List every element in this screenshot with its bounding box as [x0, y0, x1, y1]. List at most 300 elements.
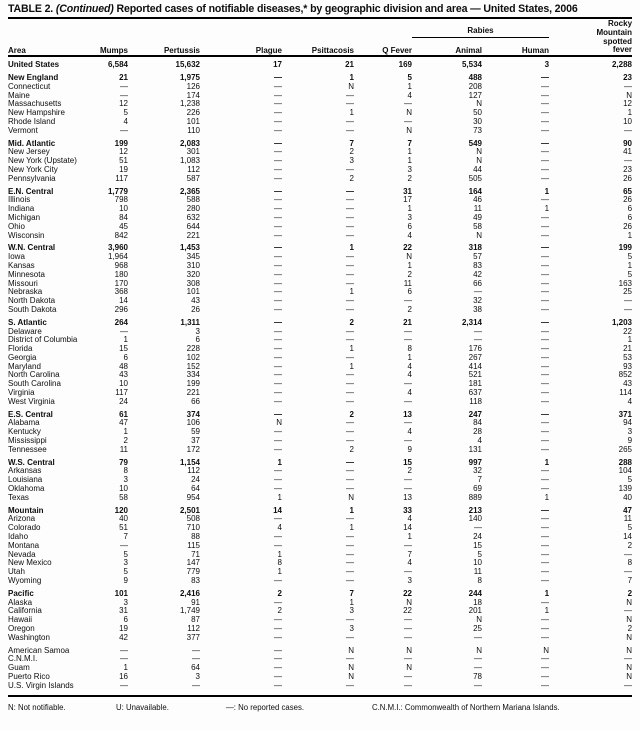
cell-value: N: [348, 671, 354, 681]
cell-value: —: [274, 427, 282, 437]
table-row: [8, 590, 632, 599]
cell-value: N: [626, 663, 633, 673]
cell-value: N: [348, 81, 354, 91]
cell-value: —: [541, 540, 550, 550]
cell-value: 1,238: [179, 99, 200, 109]
cell-value: 88: [191, 532, 200, 542]
cell-value: 2,501: [179, 505, 200, 515]
cell-value: —: [346, 90, 354, 100]
cell-area: Massachusetts: [8, 99, 62, 109]
cell-value: 104: [618, 466, 633, 476]
cell-value: —: [274, 475, 282, 485]
table-row: [8, 280, 632, 289]
cell-value: 3: [407, 576, 412, 586]
cell-area: W.N. Central: [8, 243, 56, 253]
cell-value: —: [346, 204, 354, 214]
cell-value: 22: [403, 588, 412, 598]
cell-value: 32: [473, 296, 482, 306]
cell-value: —: [274, 466, 282, 476]
cell-value: 4: [407, 558, 412, 568]
cell-value: N: [406, 597, 412, 607]
cell-value: —: [274, 576, 282, 586]
cell-value: 1: [544, 204, 550, 214]
cell-value: 10: [119, 379, 128, 389]
cell-value: —: [541, 230, 550, 240]
cell-value: 10: [119, 484, 128, 494]
cell-value: 91: [191, 597, 200, 607]
cell-value: —: [541, 370, 550, 380]
cell-value: 53: [623, 352, 633, 362]
cell-value: —: [474, 663, 482, 673]
cell-value: —: [274, 615, 282, 625]
table-row: [8, 389, 632, 398]
footnotes: [8, 701, 632, 717]
cell-value: —: [541, 81, 550, 91]
cell-value: 3: [349, 624, 354, 633]
cell-value: 2: [627, 540, 633, 550]
cell-value: —: [274, 540, 282, 550]
cell-value: —: [274, 243, 282, 253]
cell-value: —: [346, 436, 354, 446]
cell-value: 8: [627, 558, 633, 568]
cell-value: N: [406, 252, 412, 262]
cell-value: 267: [468, 352, 482, 362]
cell-value: 2: [407, 173, 412, 183]
cell-value: —: [274, 409, 282, 419]
cell-area: C.N.M.I.: [8, 654, 38, 664]
cell-value: 1: [544, 186, 550, 196]
cell-value: 2: [349, 409, 354, 419]
table-row: [8, 577, 632, 586]
table-row: [8, 363, 632, 372]
cell-value: 9: [407, 444, 412, 454]
cell-value: —: [346, 164, 354, 174]
cell-area: New York City: [8, 164, 58, 174]
cell-value: 345: [186, 252, 200, 262]
cell-value: 7: [477, 475, 482, 485]
cell-value: —: [624, 606, 633, 616]
cell-area: Nevada: [8, 549, 36, 559]
cell-value: N: [348, 492, 354, 502]
table-row: [8, 634, 632, 643]
cell-value: 1: [544, 606, 550, 616]
cell-value: 12: [119, 99, 128, 109]
cell-value: 7: [407, 549, 412, 559]
cell-value: —: [274, 195, 282, 205]
table-row: [8, 157, 632, 166]
cell-value: 3: [195, 326, 200, 336]
col-header-rabies-animal: Animal: [455, 45, 482, 55]
cell-value: —: [274, 230, 282, 240]
cell-value: —: [541, 475, 550, 485]
table-row: [8, 647, 632, 656]
cell-value: —: [541, 221, 550, 231]
cell-area: South Carolina: [8, 379, 61, 389]
cell-value: —: [346, 326, 354, 336]
cell-value: —: [192, 654, 200, 664]
cell-value: 637: [468, 388, 482, 398]
cell-value: —: [120, 680, 128, 690]
cell-value: 265: [618, 444, 633, 454]
table-row: [8, 127, 632, 136]
cell-value: 172: [186, 444, 200, 454]
cell-value: 10: [119, 204, 128, 214]
table-row: [8, 599, 632, 608]
cell-value: 334: [186, 370, 200, 380]
cell-value: 4: [407, 388, 412, 398]
cell-value: 318: [468, 243, 482, 253]
col-header-area: Area: [8, 45, 26, 55]
cell-value: —: [274, 252, 282, 262]
col-header-pertussis: Pertussis: [163, 45, 200, 55]
cell-value: 26: [623, 173, 633, 183]
cell-value: —: [274, 90, 282, 100]
cell-value: 57: [473, 252, 482, 262]
cell-value: 13: [403, 492, 412, 502]
cell-value: 1: [349, 108, 354, 118]
cell-value: —: [346, 296, 354, 306]
cell-value: 140: [468, 514, 482, 524]
table-row: [8, 459, 632, 468]
cell-value: 4: [407, 90, 412, 100]
cell-value: —: [404, 615, 412, 625]
cell-value: 176: [468, 344, 482, 354]
cell-value: 101: [186, 287, 200, 297]
cell-value: 11: [119, 444, 128, 454]
cell-value: —: [274, 317, 282, 327]
cell-value: 2: [349, 444, 354, 454]
cell-value: —: [274, 304, 282, 314]
cell-value: N: [626, 671, 633, 681]
cell-value: —: [541, 436, 550, 446]
cell-value: 4: [627, 396, 633, 406]
cell-value: 710: [186, 523, 200, 533]
cell-area: Oregon: [8, 624, 35, 633]
cell-value: 21: [623, 344, 633, 354]
cell-value: 38: [473, 304, 482, 314]
cell-value: —: [541, 632, 550, 642]
cell-value: —: [404, 418, 412, 428]
cell-value: —: [274, 287, 282, 297]
cell-value: —: [346, 540, 354, 550]
cell-value: 11: [623, 514, 633, 524]
cell-value: 127: [468, 90, 482, 100]
cell-value: 31: [403, 186, 412, 196]
table-row: [8, 551, 632, 560]
cell-value: 6,584: [107, 60, 128, 70]
cell-value: 50: [473, 108, 482, 118]
cell-value: 21: [403, 317, 412, 327]
title-rule: [8, 17, 632, 19]
cell-value: 1,154: [179, 457, 200, 467]
table-row: [8, 437, 632, 446]
cell-value: N: [626, 597, 633, 607]
cell-value: —: [346, 558, 354, 568]
cell-value: —: [624, 654, 633, 664]
cell-value: 58: [473, 221, 482, 231]
cell-value: 1: [407, 260, 412, 270]
cell-value: —: [274, 147, 282, 157]
cell-value: —: [541, 576, 550, 586]
cell-value: 32: [473, 466, 482, 476]
table-row: [8, 223, 632, 232]
cell-value: 1: [349, 523, 354, 533]
cell-value: 228: [186, 344, 200, 354]
cell-value: —: [541, 680, 550, 690]
cell-value: —: [274, 370, 282, 380]
cell-value: —: [541, 418, 550, 428]
footnote-not-notifiable: N: Not notifiable.: [8, 702, 66, 712]
cell-value: —: [541, 138, 550, 148]
cell-value: 6: [407, 221, 412, 231]
cell-area: West Virginia: [8, 396, 55, 406]
table-row: [8, 655, 632, 664]
table-row: [8, 140, 632, 149]
cell-value: 14: [119, 296, 128, 306]
cell-value: 954: [186, 492, 200, 502]
cell-value: 30: [473, 116, 482, 126]
cell-value: —: [274, 632, 282, 642]
cell-value: 15: [473, 540, 482, 550]
table-row: [8, 196, 632, 205]
cell-value: 28: [473, 427, 482, 437]
cell-value: 17: [403, 195, 412, 205]
cell-value: —: [541, 409, 550, 419]
table-row: [8, 494, 632, 503]
cell-value: 181: [468, 379, 482, 389]
cell-value: —: [474, 335, 482, 345]
cell-value: 549: [468, 138, 482, 148]
cell-value: 199: [114, 138, 128, 148]
cell-value: 102: [186, 352, 200, 362]
cell-value: 3: [349, 606, 354, 616]
cell-value: —: [346, 379, 354, 389]
cell-value: 6: [627, 204, 633, 214]
cell-value: N: [406, 108, 412, 118]
cell-value: 889: [468, 492, 482, 502]
cell-value: 1: [627, 335, 633, 345]
cell-value: 3: [349, 156, 354, 166]
cell-value: 7: [123, 532, 128, 542]
table-row: [8, 354, 632, 363]
cell-value: 21: [119, 72, 128, 82]
cell-area: South Dakota: [8, 304, 57, 314]
table-row: [8, 371, 632, 380]
cell-value: —: [404, 326, 412, 336]
cell-value: 66: [473, 278, 482, 288]
cell-value: N: [348, 645, 354, 655]
cell-value: 59: [191, 427, 200, 437]
cell-value: 1: [123, 663, 128, 673]
cell-area: Washington: [8, 632, 50, 642]
cell-value: 6: [195, 335, 200, 345]
cell-value: —: [541, 326, 550, 336]
cell-value: 587: [186, 173, 200, 183]
cell-value: 180: [114, 269, 128, 279]
cell-value: 296: [114, 304, 128, 314]
cell-value: 64: [191, 663, 200, 673]
cell-value: —: [624, 680, 633, 690]
cell-value: —: [404, 671, 412, 681]
cell-value: 43: [191, 296, 200, 306]
cell-value: —: [404, 436, 412, 446]
table-row: [8, 188, 632, 197]
cell-value: 17: [273, 60, 282, 70]
cell-value: 11: [473, 567, 482, 577]
cell-value: 4: [277, 523, 282, 533]
cell-value: —: [346, 475, 354, 485]
cell-value: —: [404, 680, 412, 690]
cell-value: —: [346, 680, 354, 690]
cell-area: Montana: [8, 540, 40, 550]
cell-value: 73: [473, 125, 482, 135]
cell-value: —: [346, 99, 354, 109]
cell-value: —: [474, 523, 482, 533]
cell-value: —: [541, 72, 550, 82]
cell-value: 208: [468, 81, 482, 91]
table-row: [8, 74, 632, 83]
cell-value: 301: [186, 147, 200, 157]
cell-value: 1: [123, 335, 128, 345]
cell-value: —: [541, 99, 550, 109]
cell-value: —: [346, 396, 354, 406]
cell-value: —: [624, 567, 633, 577]
cell-value: 47: [119, 418, 128, 428]
cell-value: —: [404, 335, 412, 345]
cell-value: 2,365: [179, 186, 200, 196]
cell-value: —: [346, 576, 354, 586]
cell-value: 5: [407, 72, 412, 82]
cell-value: —: [274, 597, 282, 607]
cell-value: —: [274, 388, 282, 398]
cell-value: —: [274, 221, 282, 231]
cell-value: —: [346, 335, 354, 345]
cell-area: New York (Upstate): [8, 156, 77, 166]
cell-value: —: [346, 654, 354, 664]
cell-value: —: [274, 436, 282, 446]
table-title: [8, 3, 632, 15]
cell-value: —: [274, 116, 282, 126]
cell-value: 169: [398, 60, 412, 70]
cell-value: —: [274, 164, 282, 174]
cell-area: Mountain: [8, 505, 44, 515]
cell-area: Alaska: [8, 597, 33, 607]
cell-value: 368: [114, 287, 128, 297]
cell-value: —: [541, 304, 550, 314]
cell-value: —: [346, 418, 354, 428]
cell-value: 13: [403, 409, 412, 419]
cell-value: —: [404, 379, 412, 389]
cell-area: Pacific: [8, 588, 34, 598]
table-row: [8, 175, 632, 184]
col-header-rocky-mountain-spotted-fever: [549, 20, 632, 56]
cell-area: U.S. Virgin Islands: [8, 680, 74, 690]
table-row: [8, 485, 632, 494]
cell-value: 48: [119, 361, 128, 371]
cell-value: 8: [123, 466, 128, 476]
cell-value: 1: [544, 492, 550, 502]
cell-value: 199: [618, 243, 633, 253]
cell-value: 131: [468, 444, 482, 454]
cell-value: 33: [403, 505, 412, 515]
rmsf-header-line: fever: [612, 45, 633, 55]
cell-value: 16: [119, 671, 128, 681]
cell-value: 2: [277, 588, 282, 598]
cell-value: 40: [623, 492, 633, 502]
cell-value: 1: [277, 492, 282, 502]
cell-value: —: [274, 125, 282, 135]
cell-area: Delaware: [8, 326, 42, 336]
cell-value: —: [474, 654, 482, 664]
cell-value: 3: [627, 427, 633, 437]
cell-value: —: [404, 484, 412, 494]
cell-value: —: [541, 116, 550, 126]
cell-value: 61: [119, 409, 128, 419]
cell-value: 170: [114, 278, 128, 288]
cell-value: —: [474, 632, 482, 642]
cell-value: 87: [191, 615, 200, 625]
cell-value: —: [541, 125, 550, 135]
table-row: [8, 411, 632, 420]
cell-area: Iowa: [8, 252, 25, 262]
cell-value: —: [274, 484, 282, 494]
cell-value: 1,453: [179, 243, 200, 253]
table-row: [8, 345, 632, 354]
cell-value: 1: [407, 204, 412, 214]
cell-value: 4: [407, 230, 412, 240]
cell-value: 3: [544, 60, 550, 70]
cell-value: —: [541, 654, 550, 664]
cell-value: 126: [186, 81, 200, 91]
cell-value: 2: [407, 304, 412, 314]
cell-value: —: [120, 81, 128, 91]
cell-value: N: [626, 645, 633, 655]
cell-area: Pennsylvania: [8, 173, 56, 183]
cell-area: Michigan: [8, 212, 41, 222]
cell-value: —: [541, 164, 550, 174]
cell-value: 18: [473, 597, 482, 607]
cell-value: —: [346, 212, 354, 222]
cell-value: —: [474, 326, 482, 336]
cell-value: 280: [186, 204, 200, 214]
cell-value: 377: [186, 632, 200, 642]
table-row: [8, 616, 632, 625]
cell-value: —: [541, 379, 550, 389]
cell-value: 6: [123, 615, 128, 625]
cell-value: 90: [623, 138, 633, 148]
cell-value: N: [476, 615, 482, 625]
cell-value: 1: [349, 72, 354, 82]
cell-value: 42: [119, 632, 128, 642]
cell-value: 2,083: [179, 138, 200, 148]
cell-value: —: [346, 427, 354, 437]
cell-value: —: [346, 269, 354, 279]
cell-value: 3: [123, 597, 128, 607]
cell-area: E.S. Central: [8, 409, 53, 419]
cell-value: N: [543, 645, 550, 655]
cell-value: —: [541, 173, 550, 183]
cell-value: 5: [627, 269, 633, 279]
cell-area: Illinois: [8, 195, 31, 205]
cell-value: 1: [277, 549, 282, 559]
table-title-continued: (Continued): [55, 3, 114, 15]
cell-value: —: [541, 212, 550, 222]
cell-value: —: [346, 457, 354, 467]
cell-value: 5: [627, 475, 633, 485]
cell-area: Virginia: [8, 388, 35, 398]
table-row: [8, 328, 632, 337]
cell-value: —: [541, 335, 550, 345]
